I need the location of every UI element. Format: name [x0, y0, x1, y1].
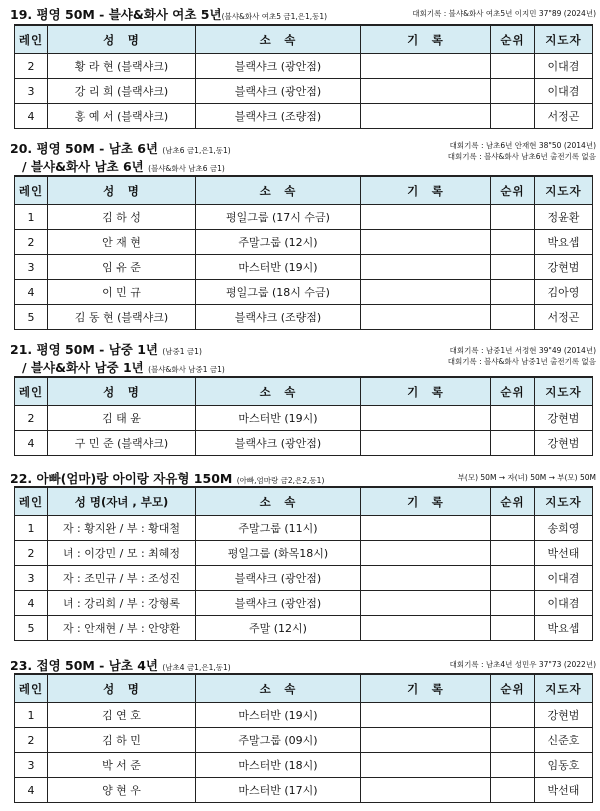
event-20-table [14, 175, 593, 330]
record-cell [361, 104, 491, 129]
record-cell [361, 205, 491, 230]
table-row [15, 516, 593, 541]
rank-cell [491, 516, 535, 541]
team-cell: 주말 (12시) [196, 616, 361, 641]
team-cell: 마스터반 (19시) [196, 703, 361, 728]
coach-header: 지도자 [535, 25, 593, 54]
lane-cell: 1 [15, 516, 48, 541]
team-header: 소 속 [196, 487, 361, 516]
team-header: 소 속 [196, 176, 361, 205]
record-cell [361, 728, 491, 753]
team-cell: 주말그룹 (11시) [196, 516, 361, 541]
table-row [15, 566, 593, 591]
name-cell: 김 태 윤 [48, 406, 196, 431]
record-cell [361, 230, 491, 255]
rank-cell [491, 104, 535, 129]
event-title-line2: / 블샤&화사 남초 6년 (블샤&화사 남초6 금1) [22, 159, 225, 174]
name-header: 성 명 [48, 377, 196, 406]
name-cell: 김 하 성 [48, 205, 196, 230]
name-cell: 임 유 준 [48, 255, 196, 280]
lane-cell: 2 [15, 728, 48, 753]
record-cell [361, 753, 491, 778]
rank-header: 순위 [491, 487, 535, 516]
event-title: 19. 평영 50M - 블샤&화사 여초 5년(블샤&화사 여초5 금1,은1,동1) [10, 7, 328, 22]
lane-cell: 5 [15, 305, 48, 330]
table-row [15, 616, 593, 641]
team-cell: 평일그룹 (18시 수금) [196, 280, 361, 305]
table-row [15, 230, 593, 255]
coach-cell: 정윤환 [535, 205, 593, 230]
name-cell: 박 서 준 [48, 753, 196, 778]
lane-cell: 3 [15, 255, 48, 280]
event-22-table [14, 486, 593, 641]
name-cell: 김 하 민 [48, 728, 196, 753]
coach-header: 지도자 [535, 674, 593, 703]
team-cell: 마스터반 (17시) [196, 778, 361, 803]
table-row [15, 431, 593, 456]
rank-cell [491, 616, 535, 641]
rank-cell [491, 753, 535, 778]
rank-cell [491, 778, 535, 803]
lane-cell: 2 [15, 541, 48, 566]
record-header: 기 록 [361, 377, 491, 406]
lane-cell: 3 [15, 79, 48, 104]
meet-record: 대회기록 : 블샤&화사 여초5년 이지민 37"89 (2024년) [412, 9, 596, 18]
name-cell: 안 재 현 [48, 230, 196, 255]
team-cell: 블랙샤크 (광안점) [196, 54, 361, 79]
coach-cell: 강현범 [535, 406, 593, 431]
team-cell: 블랙샤크 (조량점) [196, 305, 361, 330]
coach-cell: 이대겸 [535, 566, 593, 591]
table-row [15, 280, 593, 305]
meet-record: 대회기록 : 남중1년 서정현 39"49 (2014년) [449, 346, 596, 355]
name-cell: 김 연 호 [48, 703, 196, 728]
table-row [15, 703, 593, 728]
coach-cell: 강현범 [535, 431, 593, 456]
name-header: 성 명 [48, 674, 196, 703]
lane-cell: 3 [15, 566, 48, 591]
table-row [15, 205, 593, 230]
lane-header: 레인 [15, 674, 48, 703]
table-row [15, 753, 593, 778]
coach-header: 지도자 [535, 377, 593, 406]
coach-cell: 이대겸 [535, 54, 593, 79]
table-row [15, 305, 593, 330]
record-header: 기 록 [361, 25, 491, 54]
rank-cell [491, 79, 535, 104]
event-title: 20. 평영 50M - 남초 6년 (남초6 금1,은1,동1) [10, 141, 231, 156]
event-title: 22. 아빠(엄마)랑 아이랑 자유형 150M (아빠,엄마랑 금2,은2,동1) [10, 471, 325, 486]
rank-cell [491, 541, 535, 566]
rank-cell [491, 728, 535, 753]
lane-cell: 1 [15, 703, 48, 728]
event-title: 21. 평영 50M - 남중 1년 (남중1 금1) [10, 342, 202, 357]
record-cell [361, 778, 491, 803]
coach-cell: 서정곤 [535, 305, 593, 330]
record-cell [361, 406, 491, 431]
table-row [15, 255, 593, 280]
name-cell: 녀 : 강리희 / 부 : 강형록 [48, 591, 196, 616]
coach-cell: 신준호 [535, 728, 593, 753]
name-cell: 자 : 안재현 / 부 : 안양환 [48, 616, 196, 641]
coach-cell: 이대겸 [535, 79, 593, 104]
coach-cell: 박요셉 [535, 230, 593, 255]
name-cell: 황 라 현 (블랙샤크) [48, 54, 196, 79]
record-cell [361, 280, 491, 305]
rank-cell [491, 280, 535, 305]
name-cell: 자 : 조민규 / 부 : 조성진 [48, 566, 196, 591]
rank-cell [491, 205, 535, 230]
table-row [15, 104, 593, 129]
lane-cell: 4 [15, 431, 48, 456]
lane-header: 레인 [15, 377, 48, 406]
rank-cell [491, 566, 535, 591]
coach-cell: 송희영 [535, 516, 593, 541]
name-cell: 녀 : 이강민 / 모 : 최혜정 [48, 541, 196, 566]
rank-cell [491, 54, 535, 79]
team-cell: 블랙샤크 (광안점) [196, 591, 361, 616]
name-cell: 양 현 우 [48, 778, 196, 803]
record-cell [361, 79, 491, 104]
rank-cell [491, 255, 535, 280]
rank-cell [491, 406, 535, 431]
lane-cell: 2 [15, 230, 48, 255]
rank-cell [491, 230, 535, 255]
record-cell [361, 591, 491, 616]
event-title-line2: / 블샤&화사 남중 1년 (블샤&화사 남중1 금1) [22, 360, 225, 375]
team-cell: 마스터반 (18시) [196, 753, 361, 778]
record-cell [361, 431, 491, 456]
rank-header: 순위 [491, 25, 535, 54]
record-cell [361, 566, 491, 591]
lane-cell: 3 [15, 753, 48, 778]
coach-cell: 임동호 [535, 753, 593, 778]
lane-cell: 4 [15, 778, 48, 803]
team-header: 소 속 [196, 377, 361, 406]
record-cell [361, 541, 491, 566]
team-cell: 평일그룹 (화목18시) [196, 541, 361, 566]
team-cell: 마스터반 (19시) [196, 255, 361, 280]
rank-cell [491, 703, 535, 728]
lane-header: 레인 [15, 176, 48, 205]
coach-cell: 강현범 [535, 255, 593, 280]
name-header: 성 명 [48, 25, 196, 54]
table-row [15, 591, 593, 616]
meet-record: 대회기록 : 블샤&화사 남중1년 출전기록 없음 [447, 357, 596, 366]
lane-cell: 4 [15, 591, 48, 616]
record-cell [361, 305, 491, 330]
rank-header: 순위 [491, 176, 535, 205]
event-title: 23. 접영 50M - 남초 4년 (남초4 금1,은1,동1) [10, 658, 231, 673]
team-cell: 주말그룹 (09시) [196, 728, 361, 753]
name-cell: 자 : 황지완 / 부 : 황대철 [48, 516, 196, 541]
lane-cell: 2 [15, 406, 48, 431]
team-cell: 마스터반 (19시) [196, 406, 361, 431]
coach-header: 지도자 [535, 487, 593, 516]
record-cell [361, 516, 491, 541]
team-cell: 블랙샤크 (광안점) [196, 79, 361, 104]
lane-cell: 4 [15, 280, 48, 305]
name-header: 성 명 [48, 176, 196, 205]
table-row [15, 54, 593, 79]
coach-cell: 이대겸 [535, 591, 593, 616]
name-parent-header: 성 명(자녀 , 부모) [48, 487, 196, 516]
meet-record: 대회기록 : 남초6년 안재현 38"50 (2014년) [449, 141, 596, 150]
coach-header: 지도자 [535, 176, 593, 205]
table-row [15, 406, 593, 431]
team-cell: 주말그룹 (12시) [196, 230, 361, 255]
team-cell: 블랙샤크 (광안점) [196, 566, 361, 591]
team-cell: 블랙샤크 (광안점) [196, 431, 361, 456]
rank-cell [491, 431, 535, 456]
table-row [15, 728, 593, 753]
relay-order-note: 부(모) 50M → 자(녀) 50M → 부(모) 50M [457, 473, 596, 482]
coach-cell: 박요셉 [535, 616, 593, 641]
team-header: 소 속 [196, 25, 361, 54]
team-header: 소 속 [196, 674, 361, 703]
record-header: 기 록 [361, 487, 491, 516]
record-cell [361, 703, 491, 728]
meet-record: 대회기록 : 남초4년 성민우 37"73 (2022년) [449, 660, 596, 669]
name-cell: 구 민 준 (블랙샤크) [48, 431, 196, 456]
event-23-table [14, 673, 593, 803]
coach-cell: 박선태 [535, 541, 593, 566]
lane-cell: 2 [15, 54, 48, 79]
name-cell: 이 민 규 [48, 280, 196, 305]
record-cell [361, 54, 491, 79]
rank-header: 순위 [491, 674, 535, 703]
record-cell [361, 255, 491, 280]
coach-cell: 김아영 [535, 280, 593, 305]
record-cell [361, 616, 491, 641]
lane-header: 레인 [15, 25, 48, 54]
table-row [15, 79, 593, 104]
name-cell: 김 동 현 (블랙샤크) [48, 305, 196, 330]
record-header: 기 록 [361, 674, 491, 703]
table-row [15, 541, 593, 566]
name-cell: 홍 예 서 (블랙샤크) [48, 104, 196, 129]
coach-cell: 서정곤 [535, 104, 593, 129]
table-row [15, 778, 593, 803]
rank-header: 순위 [491, 377, 535, 406]
event-21-table [14, 376, 593, 456]
rank-cell [491, 591, 535, 616]
lane-cell: 5 [15, 616, 48, 641]
event-19-table [14, 24, 593, 129]
lane-cell: 4 [15, 104, 48, 129]
lane-cell: 1 [15, 205, 48, 230]
coach-cell: 강현범 [535, 703, 593, 728]
record-header: 기 록 [361, 176, 491, 205]
name-cell: 강 리 희 (블랙샤크) [48, 79, 196, 104]
team-cell: 블랙샤크 (조량점) [196, 104, 361, 129]
coach-cell: 박선태 [535, 778, 593, 803]
lane-header: 레인 [15, 487, 48, 516]
rank-cell [491, 305, 535, 330]
team-cell: 평일그룹 (17시 수금) [196, 205, 361, 230]
meet-record: 대회기록 : 블샤&화사 남초6년 출전기록 없음 [447, 152, 596, 161]
